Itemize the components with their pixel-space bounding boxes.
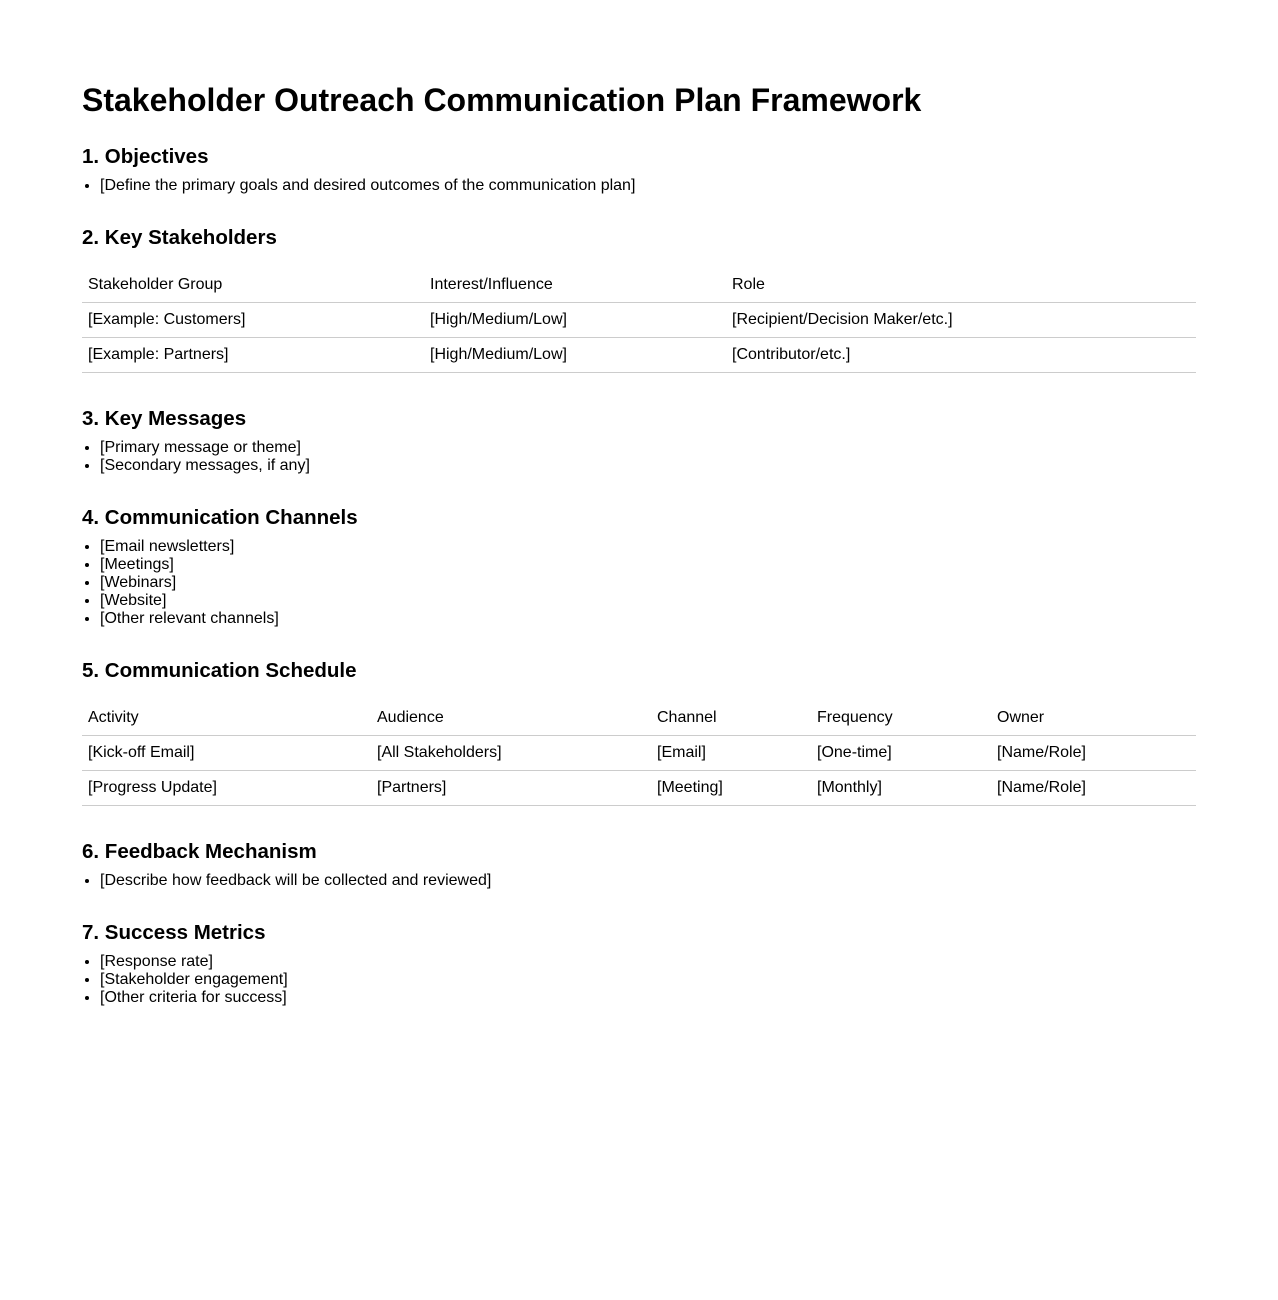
column-header: Owner [991, 701, 1196, 736]
table-cell: [Email] [651, 736, 811, 771]
section-key-messages [82, 407, 1196, 475]
table-cell: [Progress Update] [82, 771, 371, 806]
list-item: • [Describe how feedback will be collected and reviewed] [100, 872, 1196, 890]
list-item: • [Response rate] [100, 953, 1196, 971]
list-item: • [Primary message or theme] [100, 439, 1196, 457]
table-row [82, 338, 1196, 373]
section-heading: 7. Success Metrics [82, 921, 266, 944]
page-title: Stakeholder Outreach Communication Plan Framework [82, 82, 922, 118]
list-item: • [Other relevant channels] [100, 610, 1196, 628]
section-success-metrics [82, 921, 1196, 1007]
column-header: Frequency [811, 701, 991, 736]
table-cell: [High/Medium/Low] [424, 303, 726, 338]
table-cell: [Partners] [371, 771, 651, 806]
table-row [82, 771, 1196, 806]
table-cell: [Name/Role] [991, 771, 1196, 806]
list-item: • [Other criteria for success] [100, 989, 1196, 1007]
column-header: Interest/Influence [424, 268, 726, 303]
list-item: • [Email newsletters] [100, 538, 1196, 556]
table-cell: [One-time] [811, 736, 991, 771]
metrics-list [82, 953, 1196, 1007]
table-row [82, 736, 1196, 771]
feedback-list [82, 872, 1196, 890]
table-row [82, 303, 1196, 338]
table-cell: [Example: Customers] [82, 303, 424, 338]
objectives-list [82, 177, 1196, 195]
list-item: • [Stakeholder engagement] [100, 971, 1196, 989]
list-item: • [Website] [100, 592, 1196, 610]
section-key-stakeholders [82, 226, 1196, 373]
section-heading: 2. Key Stakeholders [82, 226, 277, 249]
section-heading: 4. Communication Channels [82, 506, 358, 529]
table-cell: [All Stakeholders] [371, 736, 651, 771]
section-feedback-mechanism [82, 840, 1196, 890]
column-header: Channel [651, 701, 811, 736]
messages-list [82, 439, 1196, 475]
schedule-table [82, 701, 1196, 806]
section-communication-schedule [82, 659, 1196, 806]
list-item: • [Define the primary goals and desired outcomes of the communication plan] [100, 177, 1196, 195]
section-heading: 3. Key Messages [82, 407, 247, 430]
table-cell: [Contributor/etc.] [726, 338, 1196, 373]
list-item: • [Secondary messages, if any] [100, 457, 1196, 475]
table-cell: [Meeting] [651, 771, 811, 806]
table-header-row [82, 268, 1196, 303]
section-heading: 1. Objectives [82, 145, 209, 168]
list-item: • [Meetings] [100, 556, 1196, 574]
table-cell: [Name/Role] [991, 736, 1196, 771]
table-cell: [Kick-off Email] [82, 736, 371, 771]
stakeholders-table [82, 268, 1196, 373]
section-heading: 5. Communication Schedule [82, 659, 357, 682]
column-header: Activity [82, 701, 371, 736]
section-communication-channels [82, 506, 1196, 628]
table-cell: [Monthly] [811, 771, 991, 806]
table-cell: [High/Medium/Low] [424, 338, 726, 373]
section-objectives [82, 145, 1196, 195]
table-header-row [82, 701, 1196, 736]
table-cell: [Example: Partners] [82, 338, 424, 373]
list-item: • [Webinars] [100, 574, 1196, 592]
column-header: Role [726, 268, 1196, 303]
column-header: Audience [371, 701, 651, 736]
channels-list [82, 538, 1196, 628]
table-cell: [Recipient/Decision Maker/etc.] [726, 303, 1196, 338]
column-header: Stakeholder Group [82, 268, 424, 303]
section-heading: 6. Feedback Mechanism [82, 840, 317, 863]
